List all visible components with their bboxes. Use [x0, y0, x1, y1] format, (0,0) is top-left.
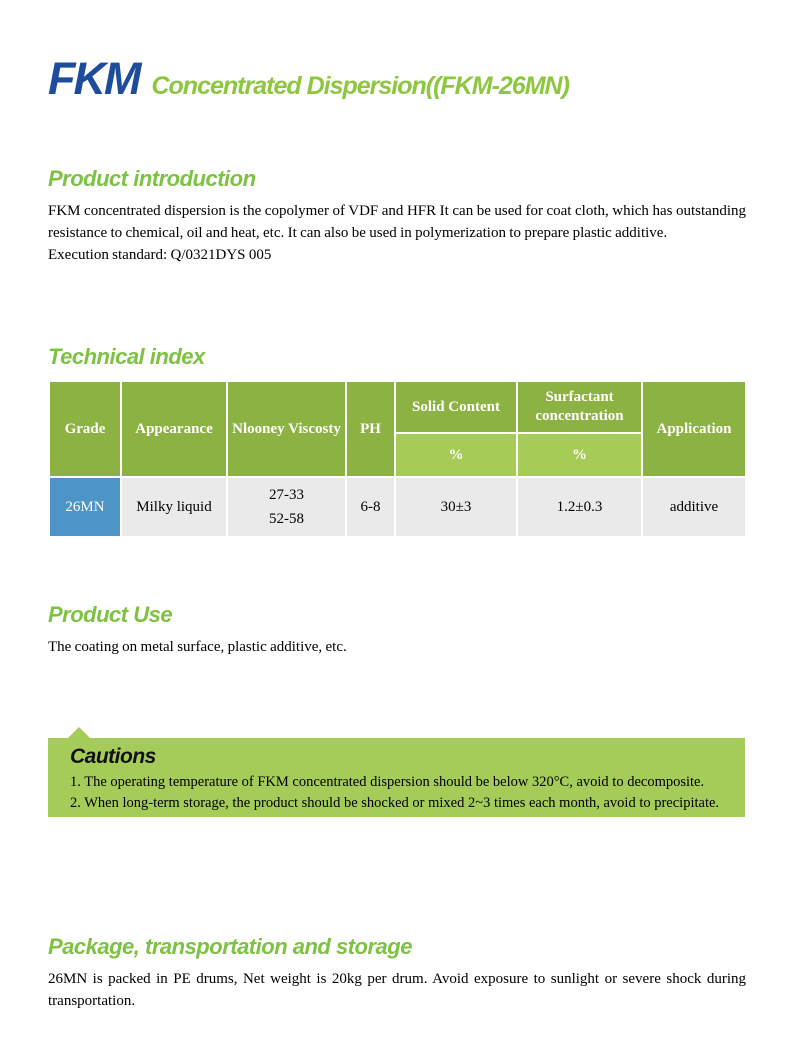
- viscosity-line-2: 52-58: [269, 511, 304, 527]
- col-header-ph: PH: [346, 381, 395, 477]
- heading-cautions: Cautions: [70, 745, 156, 768]
- viscosity-line-1: 27-33: [269, 487, 304, 503]
- heading-product-introduction: Product introduction: [48, 166, 256, 191]
- col-header-solid-content: Solid Content: [395, 381, 517, 433]
- cell-viscosity: [227, 477, 346, 537]
- section-product-introduction: [48, 166, 746, 266]
- cell-appearance: Milky liquid: [121, 477, 227, 537]
- technical-index-table: [48, 380, 747, 538]
- heading-technical-index: Technical index: [48, 344, 205, 369]
- solid-content-unit: %: [395, 433, 517, 477]
- section-technical-index: [48, 344, 746, 538]
- col-header-grade: Grade: [49, 381, 121, 477]
- brand-logo-text: FKM: [48, 53, 140, 104]
- cell-surfactant-concentration: 1.2±0.3: [517, 477, 642, 537]
- col-header-appearance: Appearance: [121, 381, 227, 477]
- section-product-use: [48, 602, 746, 658]
- table-row: [49, 477, 746, 537]
- table-header-row: [49, 381, 746, 433]
- col-header-surfactant-concentration: Surfactant concentration: [517, 381, 642, 433]
- cautions-notch: [68, 727, 90, 738]
- product-subtitle: Concentrated Dispersion((FKM-26MN): [151, 72, 569, 100]
- cell-ph: 6-8: [346, 477, 395, 537]
- heading-package-transport-storage: Package, transportation and storage: [48, 934, 412, 959]
- product-use-text: The coating on metal surface, plastic additive, etc.: [48, 639, 347, 655]
- page-title: [48, 53, 569, 104]
- cell-solid-content: 30±3: [395, 477, 517, 537]
- col-header-viscosity: Nlooney Viscosty: [227, 381, 346, 477]
- execution-standard-text: Execution standard: Q/0321DYS 005: [48, 247, 272, 263]
- cell-application: additive: [642, 477, 746, 537]
- package-text: 26MN is packed in PE drums, Net weight is 20kg per drum. Avoid exposure to sunlight or severe shock during transportation.: [48, 971, 746, 1009]
- cell-grade: 26MN: [49, 477, 121, 537]
- heading-product-use: Product Use: [48, 602, 173, 627]
- caution-item-1: 1. The operating temperature of FKM concentrated dispersion should be below 320°C, avoid to decomposite.: [70, 774, 705, 790]
- introduction-text: FKM concentrated dispersion is the copolymer of VDF and HFR It can be used for coat cloth, which has outstanding resistance to chemical, oil and heat, etc. It can also be used in polymerization to prepare plastic additive.: [48, 203, 746, 241]
- cautions-banner: [48, 738, 745, 817]
- section-package-transport-storage: [48, 934, 746, 1012]
- caution-item-2: 2. When long-term storage, the product should be shocked or mixed 2~3 times each month, avoid to precipitate.: [70, 795, 720, 811]
- col-header-application: Application: [642, 381, 746, 477]
- surfactant-unit: %: [517, 433, 642, 477]
